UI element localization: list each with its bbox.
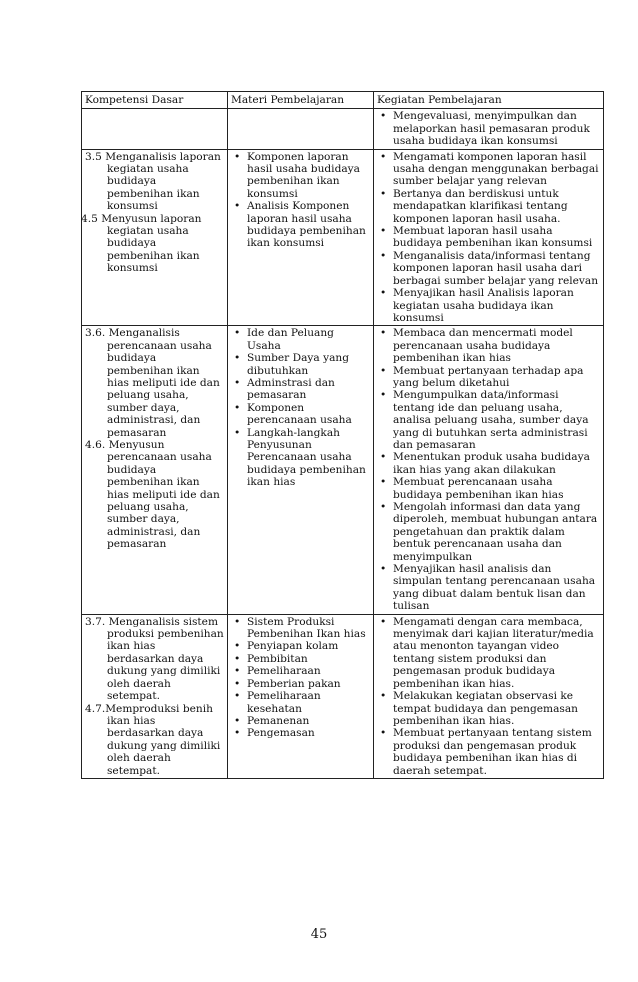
list-item: • Pembibitan [231, 653, 370, 665]
list-item: • Mengolah informasi dan data yang diperoleh, membuat hubungan antara pengetahuan dan praktik dalam bentuk perencanaan usaha dan menyimpulkan [377, 501, 600, 563]
kd-item: 3.7. Menganalisis sistem produksi pembenihan ikan hias berdasarkan daya dukung yang dimiliki oleh daerah setempat. [85, 615, 224, 703]
list-item: • Langkah-langkah Penyusunan Perencanaan usaha budidaya pembenihan ikan hias [231, 427, 370, 489]
list-item: • Bertanya dan berdiskusi untuk mendapatkan klarifikasi tentang komponen laporan hasil usaha. [377, 188, 600, 225]
list-item: • Pemeliharaan [231, 665, 370, 677]
list-item: • Menyajikan hasil analisis dan simpulan tentang perencanaan usaha yang dibuat dalam bentuk lisan dan tulisan [377, 563, 600, 613]
list-item: • Melakukan kegiatan observasi ke tempat budidaya dan pengemasan pembenihan ikan hias. [377, 690, 600, 727]
list-item: • Analisis Komponen laporan hasil usaha budidaya pembenihan ikan konsumsi [231, 200, 370, 250]
list-item: • Sistem Produksi Pembenihan Ikan hias [231, 616, 370, 641]
curriculum-table [81, 91, 604, 779]
list-item: • Membaca dan mencermati model perencanaan usaha budidaya pembenihan ikan hias [377, 327, 600, 364]
header-kegiatan-pembelajaran: Kegiatan Pembelajaran [374, 92, 604, 109]
list-item: • Mengumpulkan data/informasi tentang ide dan peluang usaha, analisa peluang usaha, sumber daya yang di butuhkan serta administrasi dan pemasaran [377, 389, 600, 451]
table-row [82, 109, 604, 149]
page-number: 45 [310, 927, 328, 942]
list-item: • Ide dan Peluang Usaha [231, 327, 370, 352]
cell-kompetensi-dasar [82, 149, 228, 326]
kd-item: 4.6. Menyusun perencanaan usaha budidaya pembenihan ikan hias meliputi ide dan peluang usaha, sumber daya, administrasi, dan pemasaran [85, 438, 220, 551]
cell-kompetensi-dasar [82, 326, 228, 614]
cell-kompetensi-dasar [82, 614, 228, 778]
list-item: • Adminstrasi dan pemasaran [231, 377, 370, 402]
list-item: • Menyajikan hasil Analisis laporan kegiatan usaha budidaya ikan konsumsi [377, 287, 600, 324]
list-item: • Pemeliharaan kesehatan [231, 690, 370, 715]
cell-kegiatan [374, 326, 604, 614]
kd-item: 4.5 Menyusun laporan kegiatan usaha budidaya pembenihan ikan konsumsi [81, 212, 202, 275]
list-item: • Mengamati dengan cara membaca, menyimak dari kajian literatur/media atau menonton tayangan video tentang sistem produksi dan pengemasan produk budidaya pembenihan ikan hias. [377, 616, 600, 690]
list-item: • Komponen laporan hasil usaha budidaya pembenihan ikan konsumsi [231, 151, 370, 201]
list-item: • Sumber Daya yang dibutuhkan [231, 352, 370, 377]
table-row [82, 149, 604, 326]
list-item: • Pengemasan [231, 727, 370, 739]
cell-materi [228, 326, 374, 614]
header-materi-pembelajaran: Materi Pembelajaran [228, 92, 374, 109]
list-item: • Membuat laporan hasil usaha budidaya pembenihan ikan konsumsi [377, 225, 600, 250]
kd-item: 3.6. Menganalisis perencanaan usaha budidaya pembenihan ikan hias meliputi ide dan peluang usaha, sumber daya, administrasi, dan pemasaran [85, 327, 220, 439]
list-item: • Mengevaluasi, menyimpulkan dan melaporkan hasil pemasaran produk usaha budidaya ikan konsumsi [377, 110, 600, 147]
table-row [82, 326, 604, 614]
list-item: • Penyiapan kolam [231, 640, 370, 652]
list-item: • Membuat pertanyaan tentang sistem produksi dan pengemasan produk budidaya pembenihan ikan hias di daerah setempat. [377, 727, 600, 777]
list-item: • Komponen perencanaan usaha [231, 402, 370, 427]
cell-materi [228, 109, 374, 149]
list-item: • Membuat perencanaan usaha budidaya pembenihan ikan hias [377, 476, 600, 501]
cell-kompetensi-dasar [82, 109, 228, 149]
cell-materi [228, 149, 374, 326]
kd-item: 4.7.Memproduksi benih ikan hias berdasarkan daya dukung yang dimiliki oleh daerah setempat. [85, 702, 221, 777]
cell-kegiatan [374, 614, 604, 778]
list-item: • Pemberian pakan [231, 678, 370, 690]
list-item: • Pemanenan [231, 715, 370, 727]
table-row [82, 614, 604, 778]
table-header-row [82, 92, 604, 109]
list-item: • Menganalisis data/informasi tentang komponen laporan hasil usaha dari berbagai sumber belajar yang relevan [377, 250, 600, 287]
header-kompetensi-dasar: Kompetensi Dasar [82, 92, 228, 109]
list-item: • Membuat pertanyaan terhadap apa yang belum diketahui [377, 365, 600, 390]
cell-kegiatan [374, 109, 604, 149]
cell-materi [228, 614, 374, 778]
cell-kegiatan [374, 149, 604, 326]
list-item: • Menentukan produk usaha budidaya ikan hias yang akan dilakukan [377, 451, 600, 476]
list-item: • Mengamati komponen laporan hasil usaha dengan menggunakan berbagai sumber belajar yang relevan [377, 151, 600, 188]
kd-item: 3.5 Menganalisis laporan kegiatan usaha budidaya pembenihan ikan konsumsi [85, 150, 221, 213]
